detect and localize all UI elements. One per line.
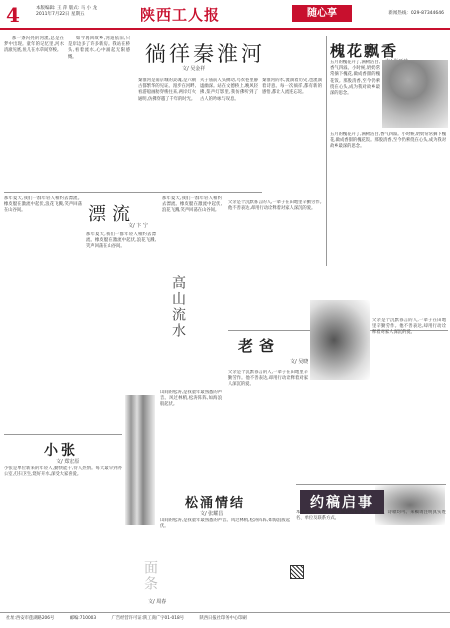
left-top-col2: 如今再回故乡,河道依旧,只是岸边多了许多新房。我站在桥头,看着流水,心中涌起无限感慨。 — [68, 36, 130, 60]
fengxiang-title: 槐花飘香 — [330, 42, 399, 60]
main-article-col3: 秦淮河的水,流淌着历史,也流淌着诗意。每一次徜徉,都有新的感悟,都让人流连忘返。 — [262, 78, 322, 96]
laoba-col1: 父亲是个沉默寡言的人,一辈子在田地里辛勤劳作。他不善表达,却用行动诠释着对家人深沉的爱。 — [228, 200, 324, 212]
section-rule — [4, 192, 262, 193]
piaoliu-col3: 那年夏天,我们一群年轻人相约去漂流。橡皮艇在激流中起伏,浪花飞溅,笑声回荡在山谷间。 — [162, 196, 222, 214]
songbo-author: 文/ 张耀昌 — [200, 511, 224, 517]
piaoliu-author: 文/ 卞 宁 — [128, 223, 148, 229]
yuegao-title: 约稿启事 — [300, 490, 384, 514]
main-article-col2: 夫子庙前人头攒动,乌衣巷里静谧幽深。站在文德桥上,晚风轻拂,桨声灯影里,我仿佛听到了古人的吟咏与叹息。 — [200, 78, 258, 102]
left-top-col1: 那一条闪亮的河流,总是在梦中出现。童年的记忆里,河水清澈见底,鱼儿在水草间穿梭。 — [4, 36, 64, 54]
left-top-article — [4, 36, 64, 186]
main-article-col1: 秦淮河是南京城的灵魂,是六朝古都繁华的见证。漫步在河畔,看游船画舫穿梭往来,两岸灯火通明,仿佛穿越了千年的时光。 — [138, 78, 196, 102]
piaoliu-title: 漂流 — [88, 204, 136, 225]
main-article-author: 文/ 吴金祥 — [182, 66, 206, 72]
page-header — [0, 0, 450, 30]
xiaozhang-body: 小张是单位新来的年轻人,勤快能干,待人热情。每天最早到办公室,打扫卫生,烧好开水,深受大家喜爱。 — [4, 466, 122, 478]
newspaper-masthead: 陕西工人报 — [140, 6, 221, 24]
header-meta — [36, 6, 136, 18]
column-divider — [326, 36, 327, 266]
section-title: 随心享 — [292, 5, 352, 22]
miantiao-title: 面条 — [142, 560, 158, 592]
fengxiang-body: 五月的槐花开了,满树洁白,香气四溢。小时候,奶奶常常摘下槐花,做成香甜的槐花饭。那股清香,至今仍萦绕在心头,成为我对故乡最深的思念。 — [330, 132, 446, 150]
xiaozhang-author: 文/ 郑宏原 — [56, 459, 80, 465]
main-article-title: 徜徉秦淮河 — [145, 42, 265, 66]
news-hotline: 新闻热线：029-87344646 — [388, 11, 444, 16]
page-number: 4 — [6, 3, 20, 27]
section-rule-3 — [4, 434, 122, 435]
laoba-col2: 父亲是个沉默寡言的人,一辈子在田地里辛勤劳作。他不善表达,却用行动诠释着对家人深沉的爱。 — [372, 318, 446, 336]
header-meta-line1: 本版编辑: 王 萍 版式: 马 小 龙 — [36, 6, 98, 11]
qr-code-icon — [290, 565, 304, 579]
bamboo-illustration — [125, 395, 155, 525]
poem-title: 高山流水 — [170, 275, 186, 339]
flower-illustration — [310, 300, 370, 380]
left-top-article-2 — [68, 36, 130, 186]
fengxiang-intro: 五月的槐花开了,满树洁白,香气四溢。小时候,奶奶常常摘下槐花,做成香甜的槐花饭。那股清香,至今仍萦绕在心头,成为我对故乡最深的思念。 — [330, 60, 380, 97]
miantiao-author: 文/ 周春 — [148, 599, 167, 605]
footer-printer: 陕西日报社印务中心印刷 — [199, 616, 247, 621]
laoba-title: 老爸 — [238, 337, 281, 355]
laoba-author: 文/ 吴晓 — [290, 359, 309, 365]
songbo-title: 松涌情结 — [185, 496, 246, 511]
footer-phone: 邮编:710003 — [69, 616, 97, 621]
footer-license: 广告经营许可证:陕工商广字01-018号 — [111, 616, 185, 621]
piaoliu-col1: 那年夏天,我们一群年轻人相约去漂流。橡皮艇在激流中起伏,浪花飞溅,笑声回荡在山谷间。 — [4, 196, 82, 214]
footer-address: 社址:西安市莲湖路206号 — [6, 616, 55, 621]
page-footer — [0, 612, 450, 628]
songbo-intro: 山间的松涛,是我童年最熟悉的声音。风过林梢,松涛阵阵,如海浪般起伏。 — [160, 390, 222, 408]
header-meta-line2: 2011年7月22日 星期五 — [36, 12, 85, 17]
piaoliu-col2: 那年夏天,我们一群年轻人相约去漂流。橡皮艇在激流中起伏,浪花飞溅,笑声回荡在山谷间。 — [86, 232, 156, 250]
laoba-col3: 父亲是个沉默寡言的人,一辈子在田地里辛勤劳作。他不善表达,却用行动诠释着对家人深沉的爱。 — [228, 370, 308, 388]
tree-illustration — [382, 60, 448, 128]
yuegao-body: 本版欢迎广大职工朋友踊跃投稿,散文、随笔、诗歌均可。来稿请注明真实姓名、单位及联系方式。 — [296, 510, 446, 522]
songbo-body: 山间的松涛,是我童年最熟悉的声音。风过林梢,松涛阵阵,如海浪般起伏。 — [160, 518, 290, 530]
xiaozhang-title: 小张 — [44, 443, 78, 459]
